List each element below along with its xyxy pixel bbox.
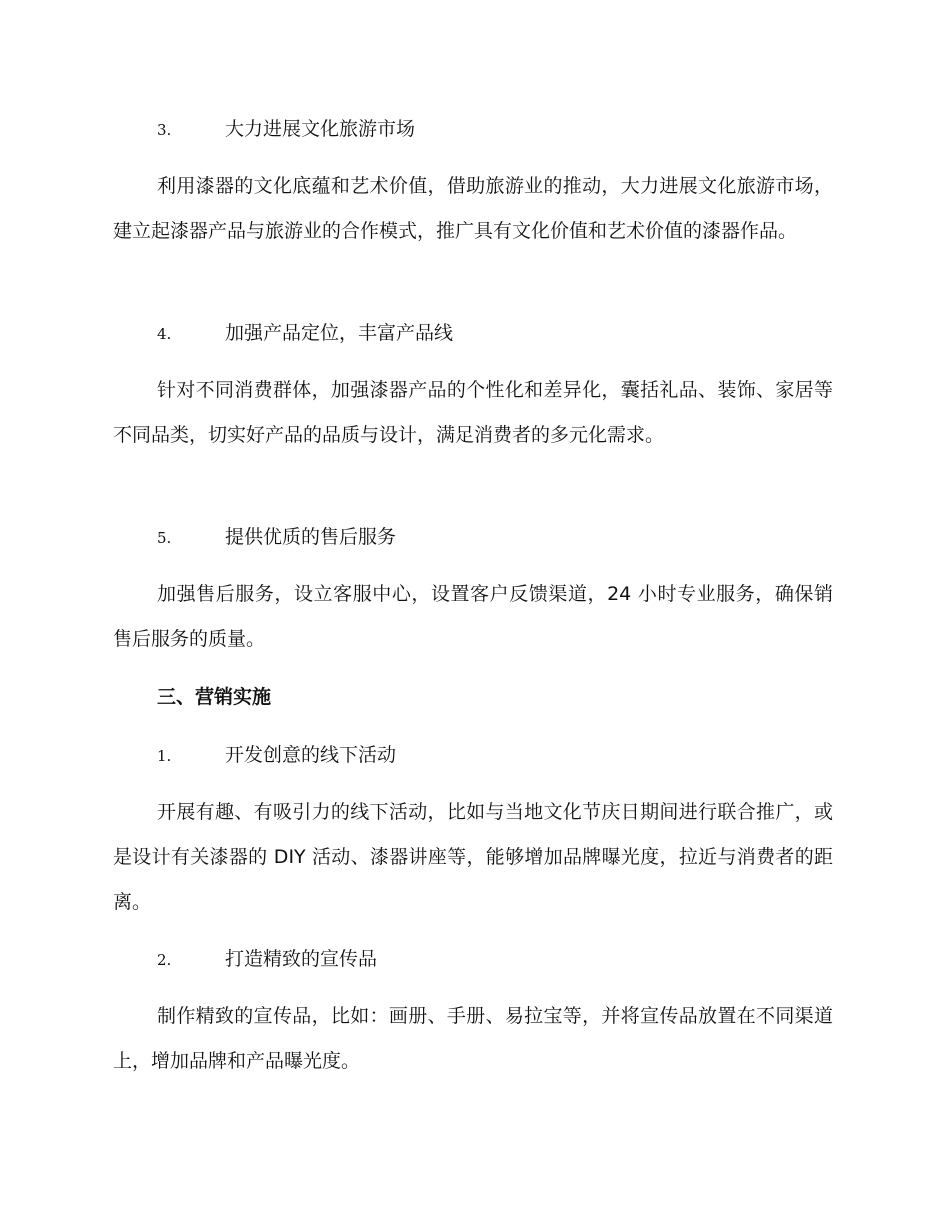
list-title: 大力进展文化旅游市场 bbox=[225, 118, 416, 140]
list-number: 4. bbox=[157, 325, 172, 343]
list-item-5 bbox=[157, 522, 396, 552]
list-item-2 bbox=[157, 944, 377, 974]
list-title: 开发创意的线下活动 bbox=[225, 744, 397, 766]
paragraph: 针对不同消费群体，加强漆器产品的个性化和差异化，囊括礼品、装饰、家居等不同品类，切实好产品的品质与设计，满足消费者的多元化需求。 bbox=[113, 379, 833, 446]
list-number: 2. bbox=[157, 951, 172, 969]
paragraph: 利用漆器的文化底蕴和艺术价值，借助旅游业的推动，大力进展文化旅游市场，建立起漆器产品与旅游业的合作模式，推广具有文化价值和艺术价值的漆器作品。 bbox=[113, 175, 833, 242]
list-title: 加强产品定位，丰富产品线 bbox=[225, 322, 454, 344]
list-number: 1. bbox=[157, 747, 172, 765]
paragraph: 加强售后服务，设立客服中心，设置客户反馈渠道，24 小时专业服务，确保销售后服务的质量。 bbox=[113, 583, 833, 650]
list-item-1 bbox=[157, 740, 396, 770]
list-title: 提供优质的售后服务 bbox=[225, 526, 397, 548]
section-heading: 三、营销实施 bbox=[157, 686, 272, 708]
list-title: 打造精致的宣传品 bbox=[225, 948, 378, 970]
paragraph: 制作精致的宣传品，比如：画册、手册、易拉宝等，并将宣传品放置在不同渠道上，增加品牌和产品曝光度。 bbox=[113, 1005, 833, 1072]
list-number: 3. bbox=[157, 121, 172, 139]
list-item-4 bbox=[157, 318, 453, 348]
list-number: 5. bbox=[157, 529, 172, 547]
list-item-3 bbox=[157, 114, 415, 144]
paragraph: 开展有趣、有吸引力的线下活动，比如与当地文化节庆日期间进行联合推广，或是设计有关漆器的 DIY 活动、漆器讲座等，能够增加品牌曝光度，拉近与消费者的距离。 bbox=[113, 801, 833, 913]
